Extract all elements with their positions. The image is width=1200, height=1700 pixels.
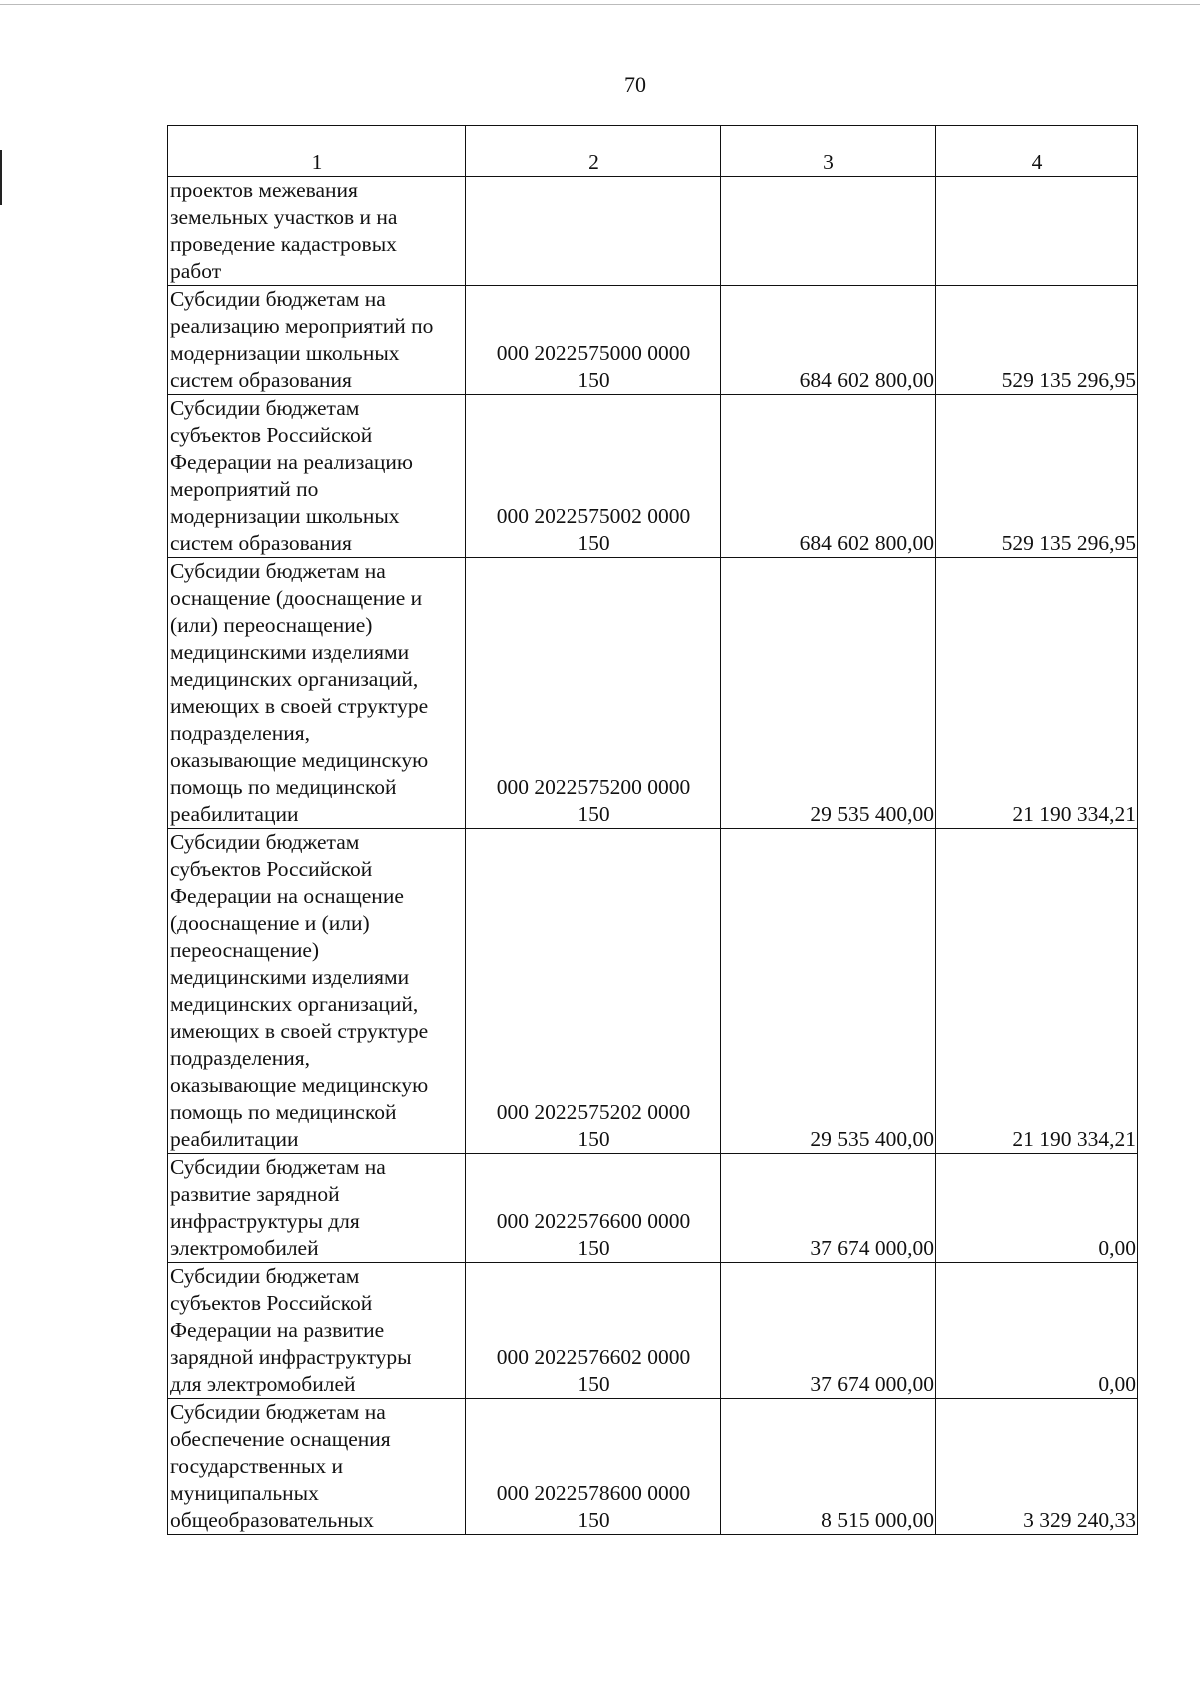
table-row bbox=[168, 1263, 1138, 1399]
row-actual bbox=[936, 177, 1138, 286]
row-code: 000 2022576602 0000 150 bbox=[466, 1263, 721, 1399]
row-code: 000 2022575200 0000 150 bbox=[466, 558, 721, 829]
row-name: Субсидии бюджетам субъектов Российской Федерации на оснащение (дооснащение и (или) переоснащение) медицинскими изделиями медицинских организаций, имеющих в своей структуре подразделения, оказывающие медицинскую помощь по медицинской реабилитации bbox=[168, 829, 466, 1154]
budget-table bbox=[167, 125, 1138, 1535]
table-row bbox=[168, 177, 1138, 286]
row-actual: 3 329 240,33 bbox=[936, 1399, 1138, 1535]
row-actual: 529 135 296,95 bbox=[936, 286, 1138, 395]
row-code: 000 2022575202 0000 150 bbox=[466, 829, 721, 1154]
row-name: проектов межевания земельных участков и на проведение кадастровых работ bbox=[168, 177, 466, 286]
row-plan: 37 674 000,00 bbox=[721, 1263, 936, 1399]
row-actual: 0,00 bbox=[936, 1263, 1138, 1399]
row-name: Субсидии бюджетам субъектов Российской Федерации на реализацию мероприятий по модернизации школьных систем образования bbox=[168, 395, 466, 558]
row-actual: 21 190 334,21 bbox=[936, 829, 1138, 1154]
page-number: 70 bbox=[624, 72, 646, 97]
column-header-4: 4 bbox=[936, 126, 1138, 177]
table-row bbox=[168, 286, 1138, 395]
row-name: Субсидии бюджетам на обеспечение оснащения государственных и муниципальных общеобразовательных bbox=[168, 1399, 466, 1535]
row-name: Субсидии бюджетам субъектов Российской Федерации на развитие зарядной инфраструктуры для электромобилей bbox=[168, 1263, 466, 1399]
row-plan: 29 535 400,00 bbox=[721, 558, 936, 829]
row-code: 000 2022575002 0000 150 bbox=[466, 395, 721, 558]
row-plan: 684 602 800,00 bbox=[721, 395, 936, 558]
table-row bbox=[168, 829, 1138, 1154]
row-plan: 29 535 400,00 bbox=[721, 829, 936, 1154]
row-plan: 37 674 000,00 bbox=[721, 1154, 936, 1263]
row-name: Субсидии бюджетам на реализацию мероприятий по модернизации школьных систем образования bbox=[168, 286, 466, 395]
row-code: 000 2022575000 0000 150 bbox=[466, 286, 721, 395]
table-row bbox=[168, 395, 1138, 558]
table-row bbox=[168, 1399, 1138, 1535]
table-row bbox=[168, 1154, 1138, 1263]
row-code: 000 2022578600 0000 150 bbox=[466, 1399, 721, 1535]
row-code bbox=[466, 177, 721, 286]
column-header-2: 2 bbox=[466, 126, 721, 177]
column-header-3: 3 bbox=[721, 126, 936, 177]
row-name: Субсидии бюджетам на развитие зарядной инфраструктуры для электромобилей bbox=[168, 1154, 466, 1263]
scan-edge-top bbox=[0, 4, 1200, 5]
row-actual: 0,00 bbox=[936, 1154, 1138, 1263]
column-header-1: 1 bbox=[168, 126, 466, 177]
row-actual: 529 135 296,95 bbox=[936, 395, 1138, 558]
row-code: 000 2022576600 0000 150 bbox=[466, 1154, 721, 1263]
row-plan bbox=[721, 177, 936, 286]
table-row bbox=[168, 558, 1138, 829]
row-plan: 684 602 800,00 bbox=[721, 286, 936, 395]
scan-edge-left bbox=[0, 150, 2, 205]
header-row bbox=[168, 126, 1138, 177]
row-name: Субсидии бюджетам на оснащение (дооснащение и (или) переоснащение) медицинскими изделиями медицинских организаций, имеющих в своей структуре подразделения, оказывающие медицинскую помощь по медицинской реабилитации bbox=[168, 558, 466, 829]
row-actual: 21 190 334,21 bbox=[936, 558, 1138, 829]
row-plan: 8 515 000,00 bbox=[721, 1399, 936, 1535]
